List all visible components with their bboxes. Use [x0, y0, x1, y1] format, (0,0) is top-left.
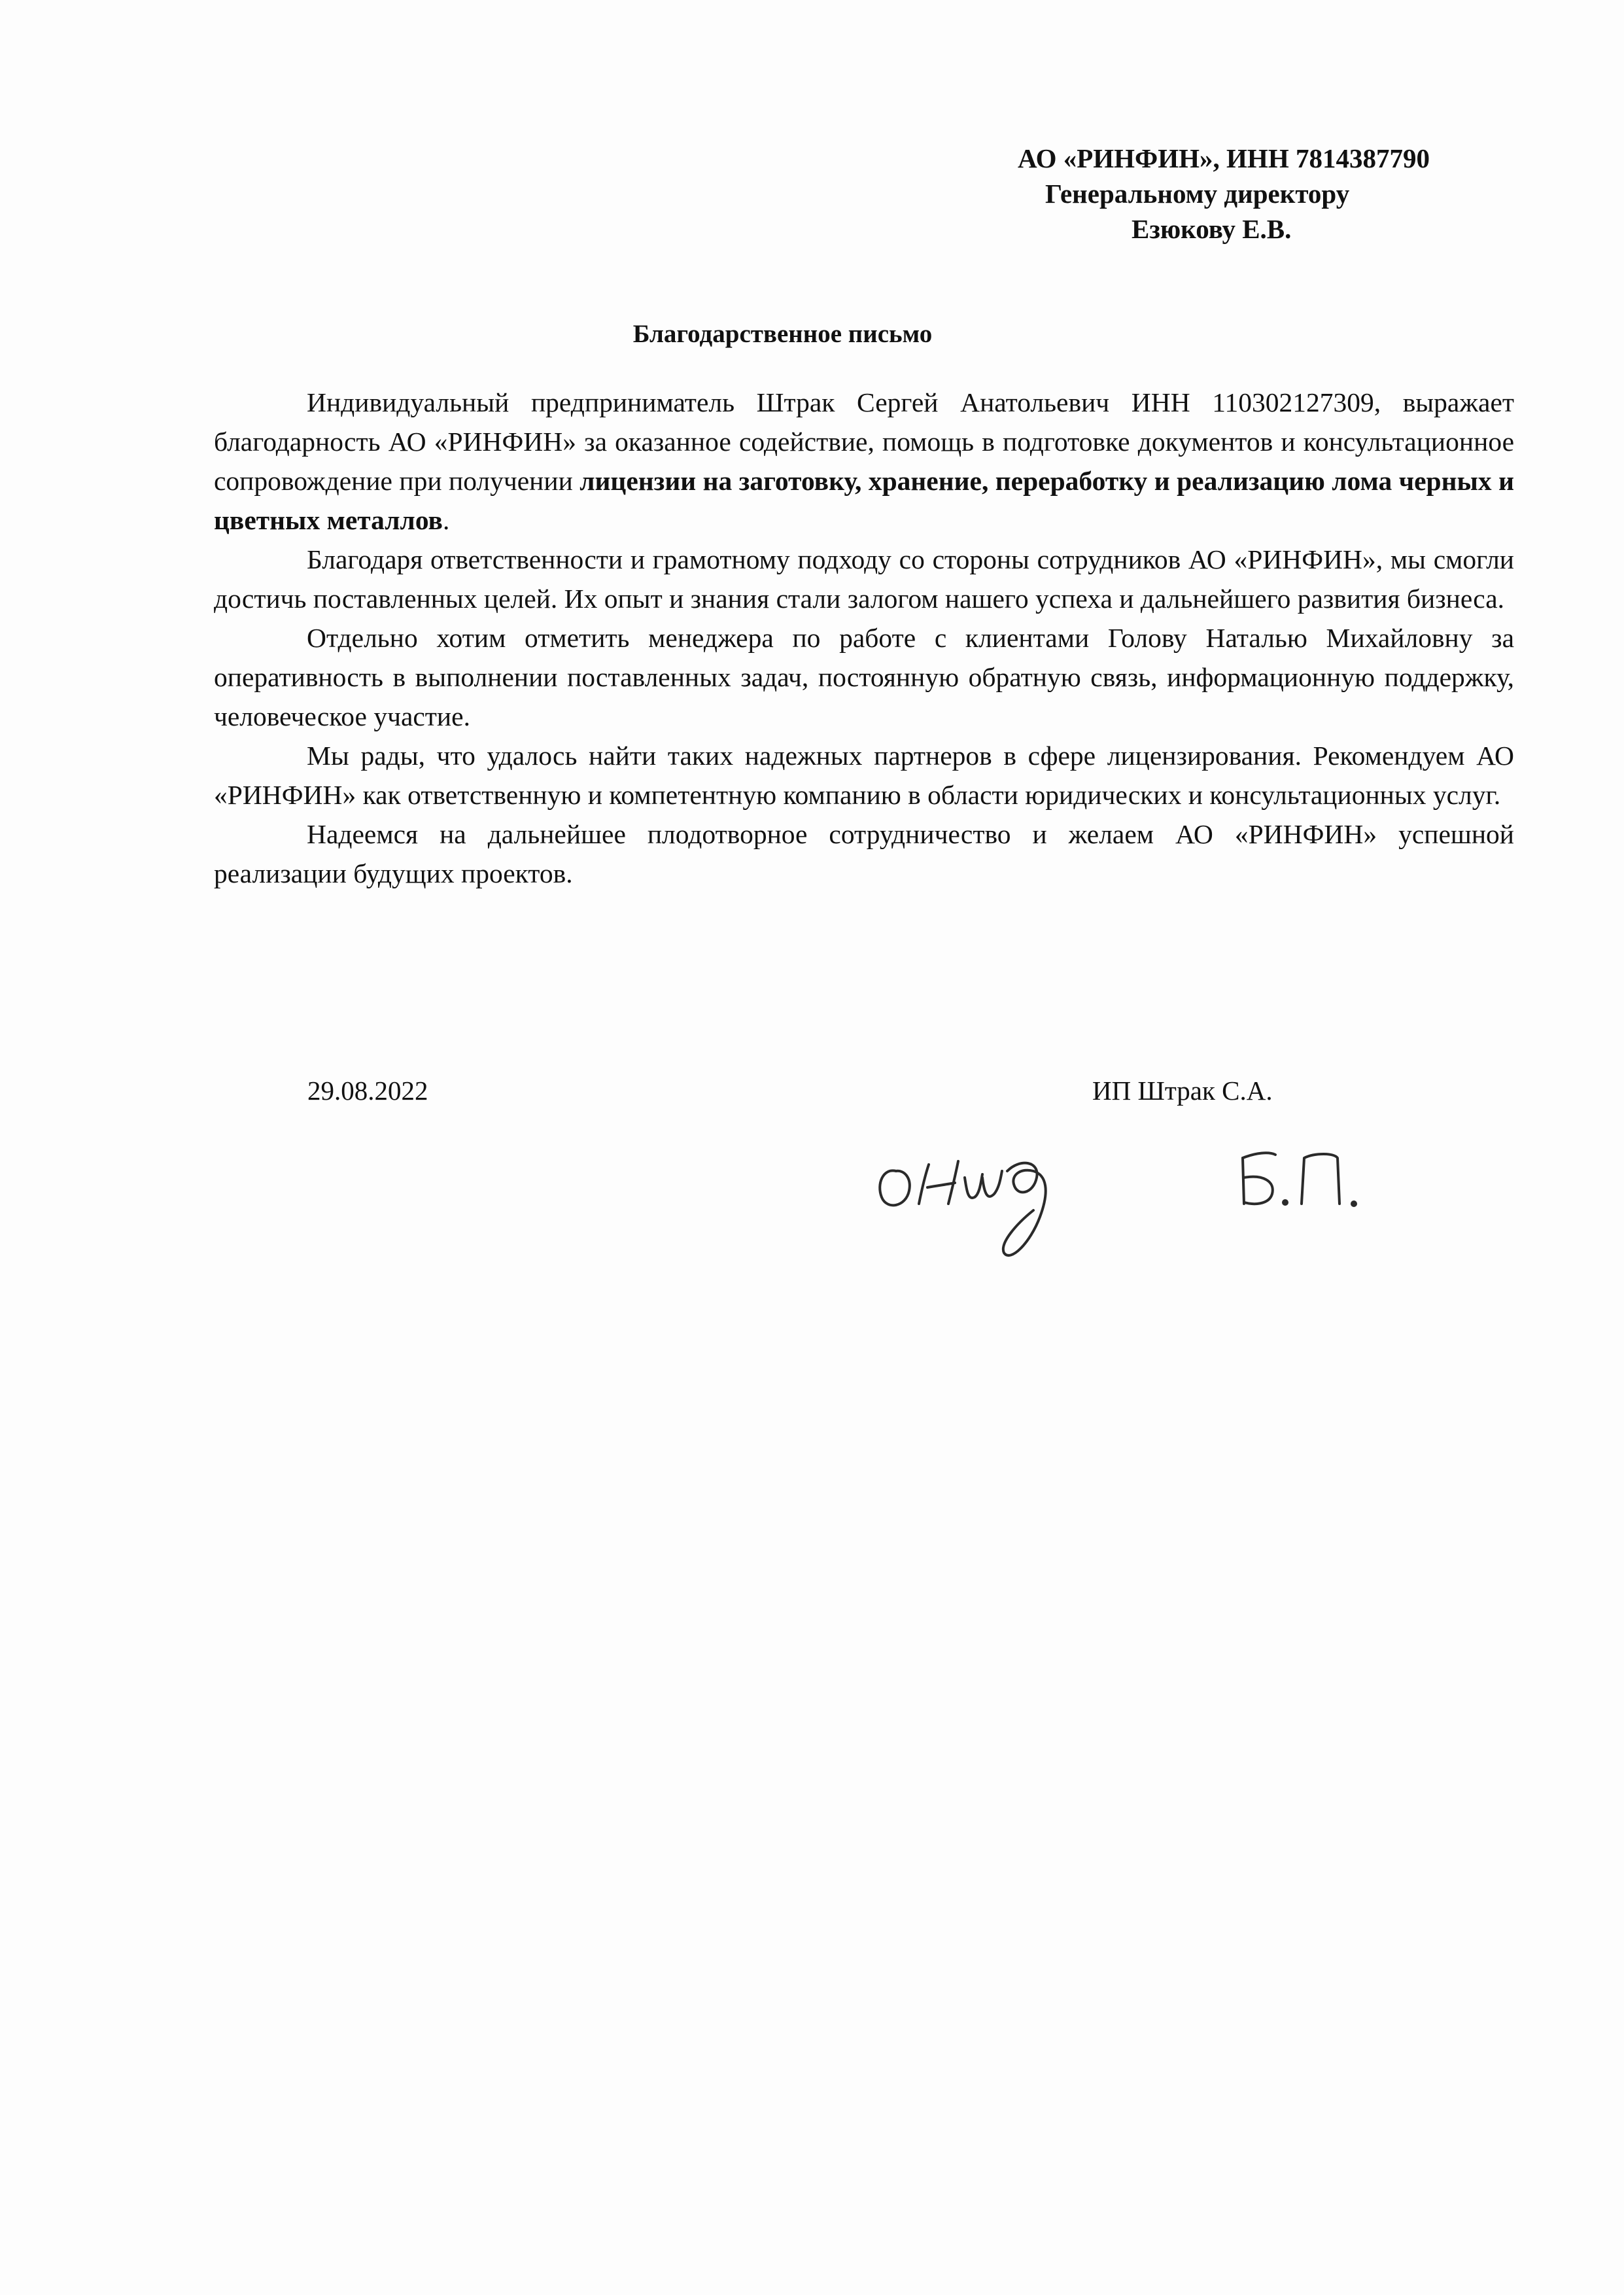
paragraph-1-tail: . — [442, 505, 450, 535]
signer-name: ИП Штрак С.А. — [1092, 1076, 1273, 1106]
paragraph-1-text: Индивидуальный предприниматель Штрак Сергей Анатольевич ИНН 110302127309, выражает благодарность АО «РИНФИН» за оказанное содействие, помощь в подготовке документов и консультационное сопровождение при получении — [214, 387, 1514, 496]
paragraph-4: Мы рады, что удалось найти таких надежных партнеров в сфере лицензирования. Рекомендуем АО «РИНФИН» как ответственную и компетентную компанию в области юридических и консультационных услуг. — [214, 741, 1514, 810]
addressee-name: Езюкову Е.В. — [1132, 214, 1292, 244]
letter-body — [214, 383, 1514, 893]
letter-date: 29.08.2022 — [307, 1076, 428, 1106]
addressee-position: Генеральному директору — [1045, 179, 1350, 209]
paragraph-1-bold: лицензии на заготовку, хранение, переработку и реализацию лома черных и цветных металлов — [214, 466, 1514, 535]
addressee-company: АО «РИНФИН», ИНН 7814387790 — [1018, 143, 1430, 173]
paragraph-2: Благодаря ответственности и грамотному подходу со стороны сотрудников АО «РИНФИН», мы смогли достичь поставленных целей. Их опыт и знания стали залогом нашего успеха и дальнейшего развития бизнеса. — [214, 544, 1514, 614]
paragraph-5: Надеемся на дальнейшее плодотворное сотрудничество и желаем АО «РИНФИН» успешной реализации будущих проектов. — [214, 819, 1514, 888]
addressee-block — [968, 141, 1557, 247]
letter-title: Благодарственное письмо — [632, 320, 933, 348]
handwritten-signature-icon — [850, 1112, 1439, 1308]
paragraph-1 — [214, 383, 1514, 540]
paragraph-3: Отдельно хотим отметить менеджера по работе с клиентами Голову Наталью Михайловну за оперативность в выполнении поставленных задач, постоянную обратную связь, информационную поддержку, человеческое участие. — [214, 623, 1514, 731]
